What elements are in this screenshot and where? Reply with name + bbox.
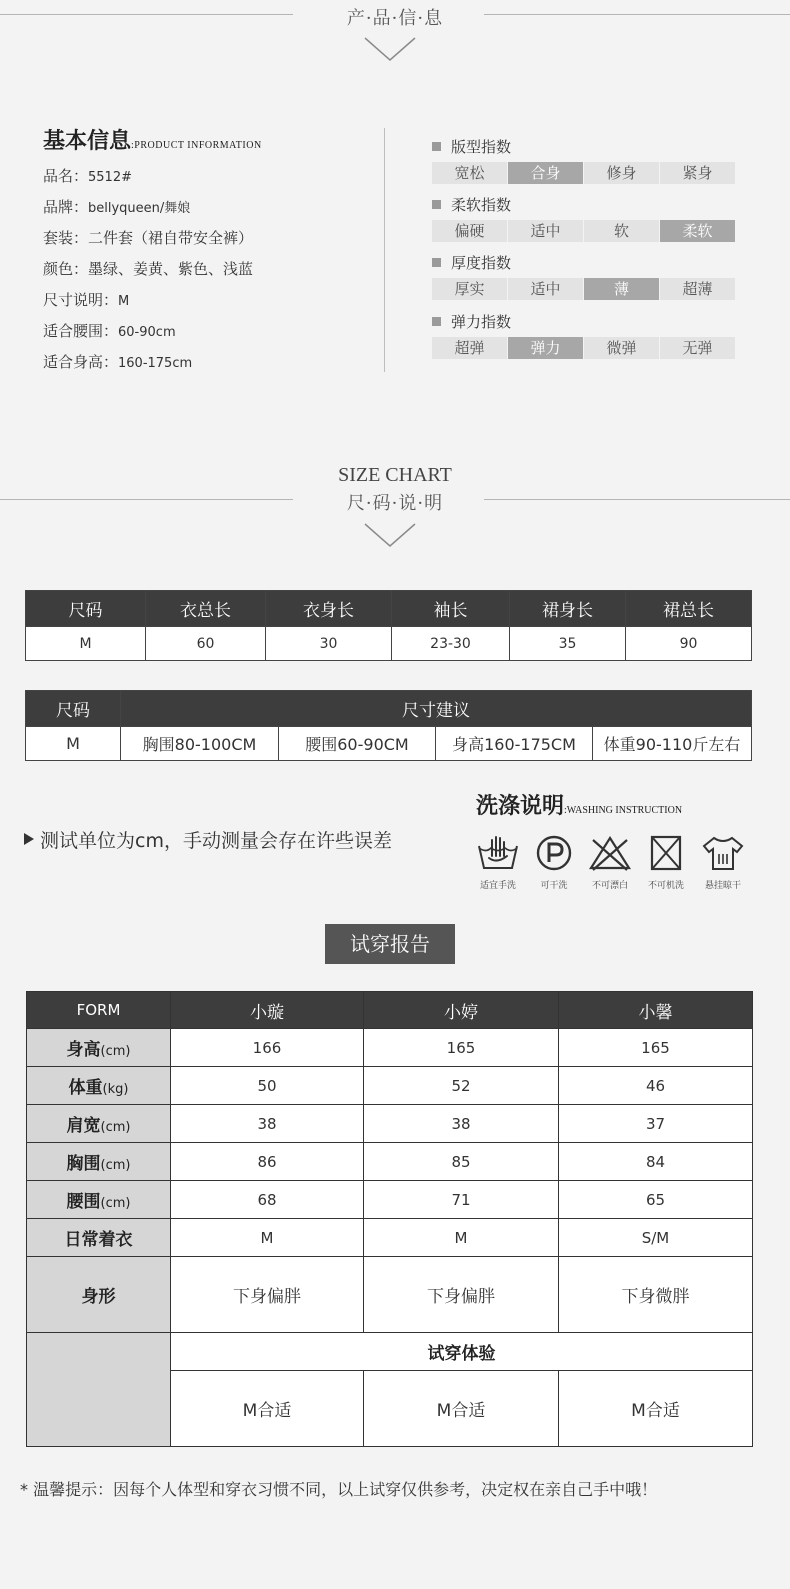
wash-item bbox=[638, 834, 694, 891]
info-row: 适合身高：160-175cm bbox=[43, 353, 193, 371]
table-cell: 165 bbox=[559, 1029, 753, 1067]
table-row bbox=[27, 1257, 753, 1333]
table-cell: 65 bbox=[559, 1181, 753, 1219]
form-header: FORM bbox=[27, 992, 171, 1029]
bullet-square-icon bbox=[432, 317, 441, 326]
info-row: 尺寸说明：M bbox=[43, 291, 130, 309]
elasticity-option: 无弹 bbox=[660, 337, 735, 359]
table-cell: 35 bbox=[510, 627, 626, 661]
table-row bbox=[27, 1067, 753, 1105]
table-cell: 胸围80-100CM bbox=[121, 727, 279, 761]
wash-item bbox=[582, 834, 638, 891]
elasticity-option: 微弹 bbox=[584, 337, 659, 359]
table-cell: M bbox=[171, 1219, 364, 1257]
table-cell: 85 bbox=[364, 1143, 559, 1181]
wash-label: 悬挂晾干 bbox=[704, 881, 741, 891]
size-chart-title: 尺·码·说·明 bbox=[346, 493, 444, 514]
wash-item bbox=[526, 834, 582, 891]
wash-label: 不可机洗 bbox=[647, 881, 684, 891]
model-header: 小馨 bbox=[559, 992, 753, 1029]
wash-item bbox=[695, 834, 751, 891]
elasticity-option: 超弹 bbox=[432, 337, 507, 359]
trial-report-badge: 试穿报告 bbox=[325, 924, 455, 964]
header-cell: 裙总长 bbox=[626, 591, 752, 627]
table-row bbox=[26, 727, 752, 761]
table-cell: 50 bbox=[171, 1067, 364, 1105]
no-machine-wash-icon bbox=[643, 834, 689, 872]
header-cell: 衣身长 bbox=[266, 591, 392, 627]
model-header: 小婷 bbox=[364, 992, 559, 1029]
table-cell: M合适 bbox=[364, 1371, 559, 1447]
table-row bbox=[27, 1219, 753, 1257]
fit-option: 宽松 bbox=[432, 162, 507, 184]
size-table bbox=[25, 590, 752, 661]
row-header: 腰围(cm) bbox=[27, 1181, 171, 1219]
table-cell: 37 bbox=[559, 1105, 753, 1143]
table-cell: 下身偏胖 bbox=[171, 1257, 364, 1333]
table-cell: 30 bbox=[266, 627, 392, 661]
softness-option-selected: 柔软 bbox=[660, 220, 735, 242]
header-cell: 衣总长 bbox=[146, 591, 266, 627]
fit-option: 紧身 bbox=[660, 162, 735, 184]
softness-option: 适中 bbox=[508, 220, 583, 242]
index-thickness: 厚度指数 厚实 适中 薄 超薄 bbox=[432, 252, 742, 300]
bullet-square-icon bbox=[432, 258, 441, 267]
table-row bbox=[27, 1143, 753, 1181]
table-header-row bbox=[26, 691, 752, 727]
row-header: 体重(kg) bbox=[27, 1067, 171, 1105]
table-row bbox=[27, 1181, 753, 1219]
product-info-title: 产·品·信·息 bbox=[346, 8, 444, 29]
table-cell: M bbox=[26, 727, 121, 761]
row-header: 胸围(cm) bbox=[27, 1143, 171, 1181]
thickness-option: 超薄 bbox=[660, 278, 735, 300]
header-cell: 袖长 bbox=[392, 591, 510, 627]
table-cell: 86 bbox=[171, 1143, 364, 1181]
table-cell: S/M bbox=[559, 1219, 753, 1257]
measure-note: 测试单位为cm，手动测量会存在许些误差 bbox=[24, 826, 392, 853]
table-cell: 52 bbox=[364, 1067, 559, 1105]
info-row: 颜色：墨绿、姜黄、紫色、浅蓝 bbox=[43, 260, 254, 278]
info-row: 品名：5512# bbox=[43, 167, 132, 185]
row-header: 身形 bbox=[27, 1257, 171, 1333]
model-header: 小璇 bbox=[171, 992, 364, 1029]
chevron-down-icon bbox=[363, 36, 417, 62]
size-advice-table bbox=[25, 690, 752, 761]
table-cell: 身高160-175CM bbox=[436, 727, 593, 761]
table-cell: M bbox=[364, 1219, 559, 1257]
chevron-down-icon bbox=[363, 522, 417, 548]
table-header-row bbox=[27, 992, 753, 1029]
wash-label: 适宜手洗 bbox=[479, 881, 516, 891]
thickness-option: 厚实 bbox=[432, 278, 507, 300]
table-header-row bbox=[26, 591, 752, 627]
table-cell: 下身偏胖 bbox=[364, 1257, 559, 1333]
table-row bbox=[27, 1029, 753, 1067]
row-header: 日常着衣 bbox=[27, 1219, 171, 1257]
index-fit: 版型指数 宽松 合身 修身 紧身 bbox=[432, 136, 742, 184]
size-chart-en-title: SIZE CHART bbox=[338, 464, 452, 486]
table-cell: M合适 bbox=[171, 1371, 364, 1447]
trial-report-table bbox=[26, 991, 753, 1447]
table-cell: 38 bbox=[171, 1105, 364, 1143]
row-header: 身高(cm) bbox=[27, 1029, 171, 1067]
softness-option: 软 bbox=[584, 220, 659, 242]
header-cell: 尺码 bbox=[26, 691, 121, 727]
experience-header: 试穿体验 bbox=[171, 1333, 753, 1371]
thickness-option-selected: 薄 bbox=[584, 278, 659, 300]
info-row: 适合腰围：60-90cm bbox=[43, 322, 176, 340]
table-cell: 60 bbox=[146, 627, 266, 661]
wash-item bbox=[470, 834, 526, 891]
softness-option: 偏硬 bbox=[432, 220, 507, 242]
triangle-right-icon bbox=[24, 833, 34, 845]
table-row bbox=[27, 1105, 753, 1143]
table-row bbox=[26, 627, 752, 661]
no-bleach-icon bbox=[587, 834, 633, 872]
table-cell: 腰围60-90CM bbox=[279, 727, 436, 761]
hang-dry-icon bbox=[700, 834, 746, 872]
header-cell: 尺码 bbox=[26, 591, 146, 627]
washing-title: 洗涤说明:WASHING INSTRUCTION bbox=[476, 793, 683, 819]
table-cell: 165 bbox=[364, 1029, 559, 1067]
footer-note: * 温馨提示：因每个人体型和穿衣习惯不同，以上试穿仅供参考，决定权在亲自己手中哦！ bbox=[20, 1480, 658, 1499]
table-cell: 84 bbox=[559, 1143, 753, 1181]
index-softness: 柔软指数 偏硬 适中 软 柔软 bbox=[432, 194, 742, 242]
table-cell: 90 bbox=[626, 627, 752, 661]
info-row: 品牌：bellyqueen/舞娘 bbox=[43, 198, 191, 216]
fit-option-selected: 合身 bbox=[508, 162, 583, 184]
table-cell: 体重90-110斤左右 bbox=[593, 727, 752, 761]
table-cell: 23-30 bbox=[392, 627, 510, 661]
fit-option: 修身 bbox=[584, 162, 659, 184]
table-cell: M bbox=[26, 627, 146, 661]
table-cell: 38 bbox=[364, 1105, 559, 1143]
wash-label: 可干洗 bbox=[540, 881, 568, 891]
row-header-empty bbox=[27, 1333, 171, 1447]
info-row: 套装：二件套（裙自带安全裤） bbox=[43, 229, 254, 247]
basic-info-title: 基本信息:PRODUCT INFORMATION bbox=[43, 128, 262, 154]
row-header: 肩宽(cm) bbox=[27, 1105, 171, 1143]
thickness-option: 适中 bbox=[508, 278, 583, 300]
table-cell: 68 bbox=[171, 1181, 364, 1219]
table-cell: M合适 bbox=[559, 1371, 753, 1447]
header-cell: 尺寸建议 bbox=[121, 691, 752, 727]
hand-wash-icon bbox=[475, 834, 521, 872]
wash-label: 不可漂白 bbox=[591, 881, 628, 891]
table-cell: 下身微胖 bbox=[559, 1257, 753, 1333]
table-row bbox=[27, 1333, 753, 1371]
table-cell: 71 bbox=[364, 1181, 559, 1219]
table-cell: 166 bbox=[171, 1029, 364, 1067]
basic-info-list bbox=[43, 164, 253, 381]
vertical-divider bbox=[384, 128, 385, 372]
bullet-square-icon bbox=[432, 142, 441, 151]
index-elasticity: 弹力指数 超弹 弹力 微弹 无弹 bbox=[432, 311, 742, 359]
bullet-square-icon bbox=[432, 200, 441, 209]
header-cell: 裙身长 bbox=[510, 591, 626, 627]
table-cell: 46 bbox=[559, 1067, 753, 1105]
elasticity-option-selected: 弹力 bbox=[508, 337, 583, 359]
dry-clean-icon bbox=[531, 834, 577, 872]
